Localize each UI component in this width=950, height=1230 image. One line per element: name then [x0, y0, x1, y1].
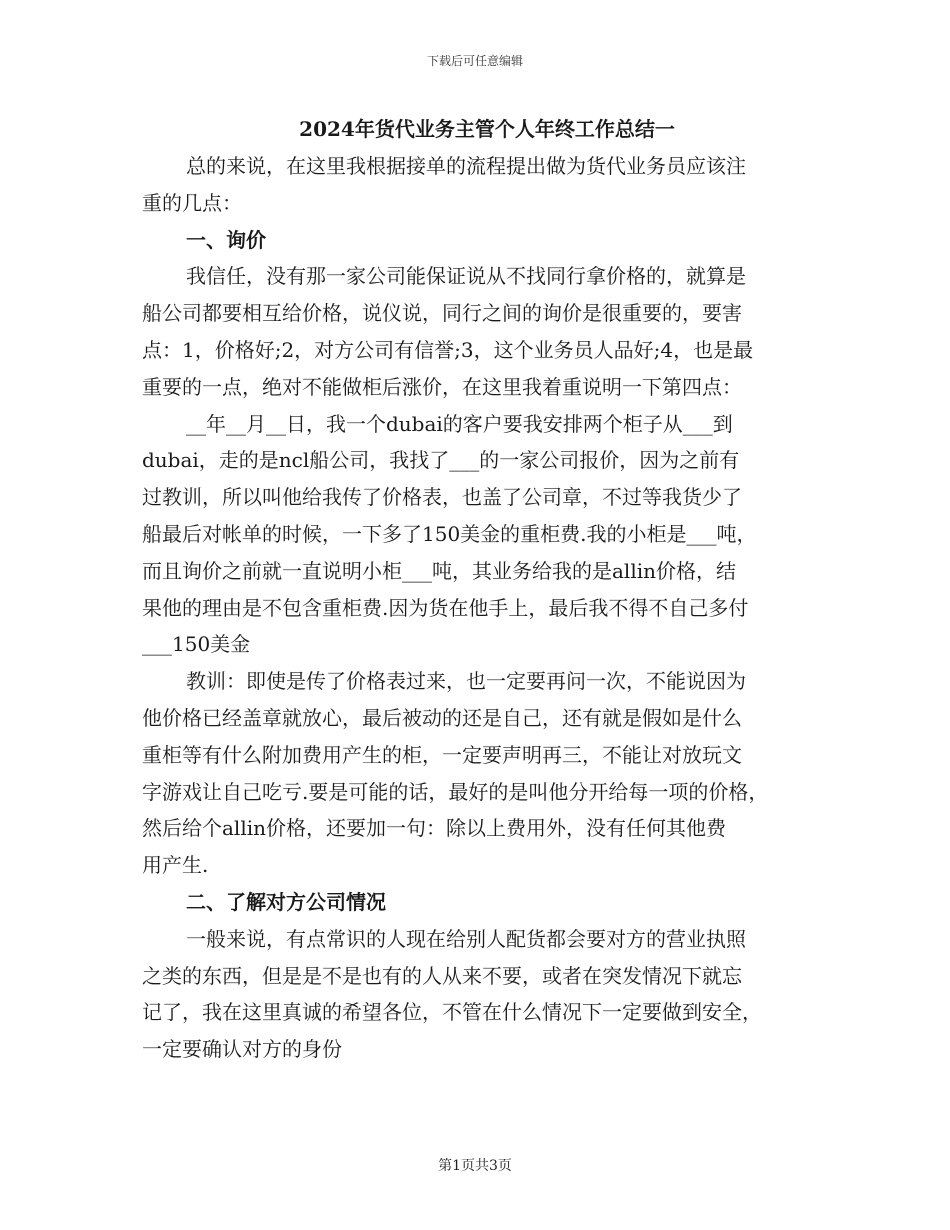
- text-line: 重柜等有什么附加费用产生的柜，一定要声明再三，不能让对放玩文: [142, 742, 742, 767]
- text-line: 之类的东西，但是是不是也有的人从来不要，或者在突发情况下就忘: [142, 963, 742, 988]
- text-line: ___150美金: [142, 632, 251, 657]
- paragraph: [142, 663, 812, 884]
- text-line: 重要的一点，绝对不能做柜后涨价，在这里我着重说明一下第四点：: [142, 374, 742, 399]
- text-line: 他价格已经盖章就放心，最后被动的还是自己，还有就是假如是什么: [142, 705, 742, 730]
- text-line: 重的几点：: [142, 190, 242, 215]
- paragraph: [142, 921, 812, 1068]
- text-line: 我信任，没有那一家公司能保证说从不找同行拿价格的，就算是: [186, 264, 746, 289]
- text-line: 总的来说，在这里我根据接单的流程提出做为货代业务员应该注: [186, 154, 746, 178]
- text-line: 一定要确认对方的身份: [142, 1037, 342, 1062]
- text-line: 过教训，所以叫他给我传了价格表，也盖了公司章，不过等我货少了: [142, 485, 742, 510]
- paragraph: [142, 406, 812, 664]
- text-line: 船公司都要相互给价格，说仪说，同行之间的询价是很重要的，要害: [142, 301, 742, 326]
- text-line: 用产生.: [142, 853, 209, 878]
- intro-paragraph: [142, 148, 812, 222]
- section-heading-inquiry: 一、询价: [186, 227, 266, 252]
- text-line: 教训：即使是传了价格表过来，也一定要再问一次，不能说因为: [186, 669, 746, 694]
- page-footer: 第1页共3页: [438, 1158, 512, 1174]
- page-header: 下载后可任意编辑: [426, 54, 523, 68]
- text-line: 一般来说，有点常识的人现在给别人配货都会要对方的营业执照: [186, 926, 746, 951]
- text-line: 船最后对帐单的时候，一下多了150美金的重柜费.我的小柜是___吨，: [142, 521, 757, 546]
- text-line: 果他的理由是不包含重柜费.因为货在他手上，最后我不得不自己多付: [142, 595, 749, 620]
- section-heading-company-info: 二、了解对方公司情况: [186, 889, 386, 914]
- document-body: [142, 110, 812, 1068]
- document-title: 2024年货代业务主管个人年终工作总结一: [299, 117, 675, 141]
- text-line: __年__月__日，我一个dubai的客户要我安排两个柜子从___到: [186, 411, 733, 436]
- text-line: dubai，走的是ncl船公司，我找了___的一家公司报价，因为之前有: [142, 448, 740, 473]
- text-line: 然后给个allin价格，还要加一句：除以上费用外，没有任何其他费: [142, 816, 726, 841]
- text-line: 记了，我在这里真诚的希望各位，不管在什么情况下一定要做到安全，: [142, 1000, 762, 1025]
- text-line: 而且询价之前就一直说明小柜___吨，其业务给我的是allin价格，结: [142, 558, 736, 583]
- text-line: 点：1，价格好;2，对方公司有信誉;3，这个业务员人品好;4，也是最: [142, 337, 754, 362]
- text-line: 字游戏让自己吃亏.要是可能的话，最好的是叫他分开给每一项的价格，: [142, 779, 769, 804]
- paragraph: [142, 258, 812, 405]
